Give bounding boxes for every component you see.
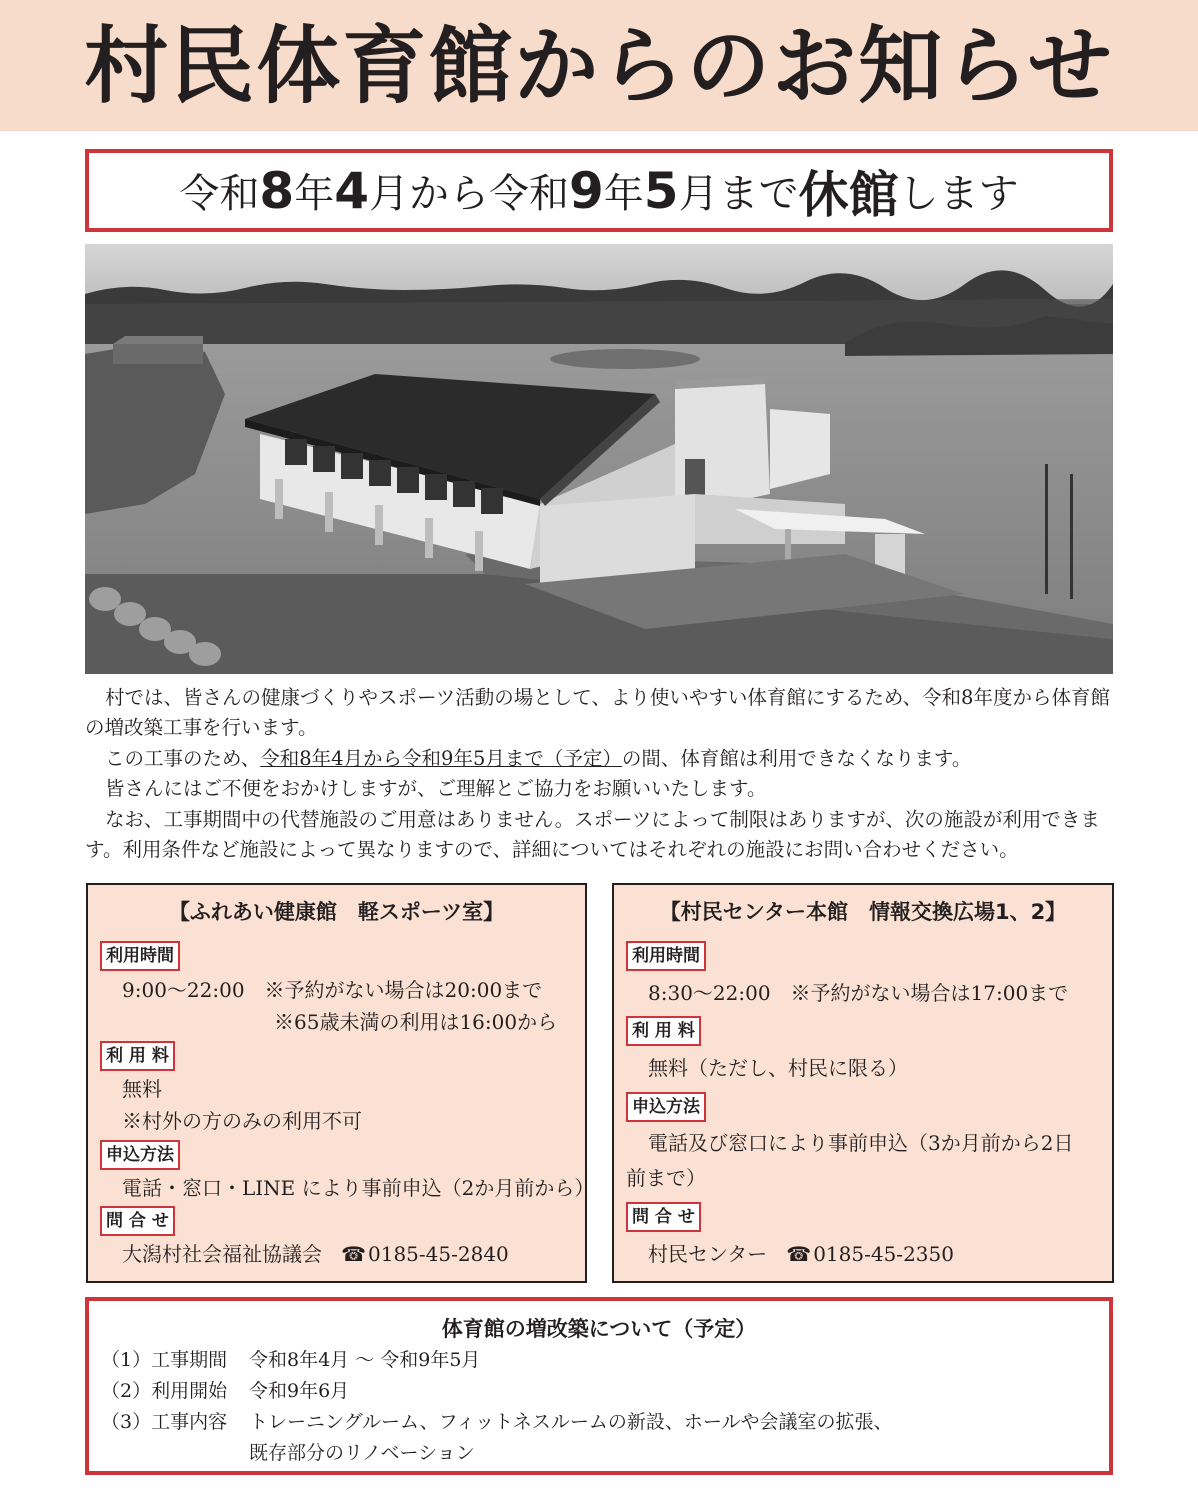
closure-num-1: 8 bbox=[259, 161, 295, 220]
phone-icon: ☎ bbox=[341, 1242, 366, 1266]
page-title: 村民体育館からのお知らせ bbox=[84, 16, 1114, 115]
fee-label: 利 用 料 bbox=[626, 1016, 701, 1046]
contact-line bbox=[648, 1239, 954, 1269]
apply-label: 申込方法 bbox=[100, 1140, 180, 1170]
renovation-row bbox=[101, 1408, 893, 1436]
hours-line-1: 9:00～22:00 ※予約がない場合は20:00まで bbox=[122, 978, 543, 1002]
contact-name: 大潟村社会福祉協議会 bbox=[122, 1242, 322, 1266]
intro-paragraph-2-pre: この工事のため、 bbox=[105, 746, 261, 770]
closure-strong: 休館 bbox=[798, 165, 899, 224]
renovation-row-value: 令和8年4月 ～ 令和9年5月 bbox=[249, 1349, 481, 1371]
closure-text-4: 年 bbox=[603, 171, 644, 217]
renovation-info-box bbox=[85, 1297, 1113, 1475]
contact-label: 問 合 せ bbox=[100, 1206, 175, 1236]
renovation-row-value: トレーニングルーム、フィットネスルームの新設、ホールや会議室の拡張、 bbox=[249, 1411, 893, 1433]
intro-paragraph-1: 村では、皆さんの健康づくりやスポーツ活動の場として、より使いやすい体育館にするため、令和8年度から体育館の増改築工事を行います。 bbox=[85, 686, 1110, 740]
intro-paragraph-3: 皆さんにはご不便をおかけしますが、ご理解とご協力をお願いいたします。 bbox=[105, 777, 767, 801]
hours-line-2: ※65歳未満の利用は16:00から bbox=[274, 1010, 558, 1034]
renovation-row bbox=[101, 1346, 480, 1374]
renovation-row-value: 令和9年6月 bbox=[249, 1380, 350, 1402]
renovation-row-label: （3）工事内容 bbox=[101, 1411, 228, 1433]
contact-tel[interactable]: 0185-45-2840 bbox=[368, 1242, 509, 1266]
closure-text-6: します bbox=[898, 171, 1019, 217]
closure-text-1: 令和 bbox=[179, 171, 260, 217]
fee-label: 利 用 料 bbox=[100, 1041, 175, 1071]
contact-name: 村民センター bbox=[648, 1242, 768, 1266]
intro-paragraph-2 bbox=[85, 744, 1115, 774]
closure-num-2: 4 bbox=[334, 161, 369, 220]
renovation-row bbox=[101, 1439, 475, 1467]
apply-line-2: 前まで） bbox=[626, 1166, 706, 1190]
contact-line bbox=[122, 1239, 509, 1269]
fee-line-1: 無料 bbox=[122, 1077, 162, 1101]
hours-line-1: 8:30～22:00 ※予約がない場合は17:00まで bbox=[648, 981, 1069, 1005]
closure-num-4: 5 bbox=[643, 161, 679, 220]
renovation-row bbox=[101, 1377, 349, 1405]
closure-text-5: 月まで bbox=[678, 171, 799, 217]
intro-text bbox=[85, 683, 1115, 865]
closure-text-2: 年 bbox=[294, 171, 335, 217]
gymnasium-aerial-illustration bbox=[85, 244, 1113, 674]
facility-name: 【村民センター本館 情報交換広場1、2】 bbox=[659, 900, 1067, 924]
intro-paragraph-4: なお、工事期間中の代替施設のご用意はありません。スポーツによって制限はありますが、次の施設が利用できます。利用条件など施設によって異なりますので、詳細についてはそれぞれの施設にお問い合わせください。 bbox=[85, 807, 1100, 862]
apply-line-1: 電話及び窓口により事前申込（3か月前から2日 bbox=[648, 1131, 1074, 1155]
fee-line-2: ※村外の方のみの利用不可 bbox=[122, 1109, 362, 1133]
closure-num-3: 9 bbox=[569, 161, 604, 220]
renovation-title: 体育館の増改築について（予定） bbox=[441, 1317, 757, 1341]
renovation-row-label: （1）工事期間 bbox=[101, 1349, 228, 1371]
renovation-row-label: （2）利用開始 bbox=[101, 1380, 228, 1402]
intro-paragraph-2-post: の間、体育館は利用できなくなります。 bbox=[621, 746, 972, 770]
hours-label: 利用時間 bbox=[100, 941, 180, 971]
apply-line-1: 電話・窓口・LINE により事前申込（2か月前から） bbox=[122, 1176, 595, 1200]
phone-icon: ☎ bbox=[786, 1242, 812, 1266]
gymnasium-photo bbox=[85, 244, 1113, 674]
intro-paragraph-2-period: 令和8年4月から令和9年5月まで（予定） bbox=[260, 746, 622, 770]
renovation-row-value: 既存部分のリノベーション bbox=[249, 1442, 475, 1464]
facility-box-fureai bbox=[86, 883, 595, 1283]
hours-label: 利用時間 bbox=[626, 941, 706, 971]
fee-line-1: 無料（ただし、村民に限る） bbox=[648, 1056, 908, 1080]
contact-tel[interactable]: 0185-45-2350 bbox=[813, 1242, 954, 1266]
facility-box-sonmin-center bbox=[612, 883, 1114, 1283]
facility-name: 【ふれあい健康館 軽スポーツ室】 bbox=[168, 900, 505, 924]
title-band bbox=[0, 0, 1198, 131]
closure-text-3: 月から令和 bbox=[369, 171, 569, 217]
apply-label: 申込方法 bbox=[626, 1092, 706, 1122]
contact-label: 問 合 せ bbox=[626, 1202, 701, 1232]
closure-notice bbox=[85, 149, 1113, 232]
